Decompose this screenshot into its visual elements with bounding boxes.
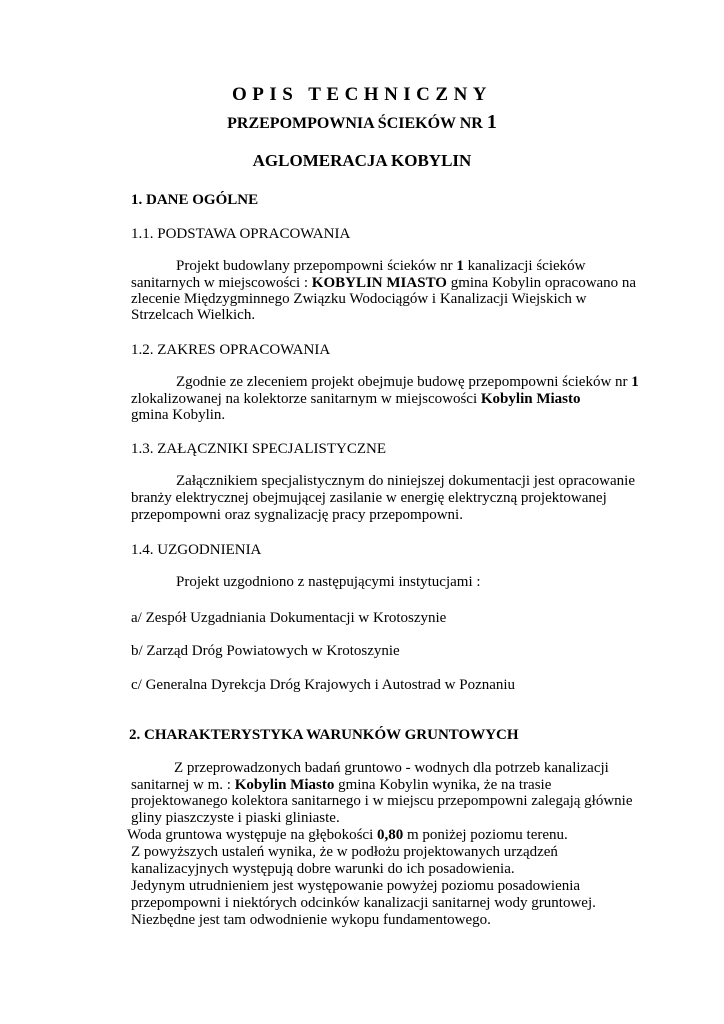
text-run: Projekt budowlany przepompowni ścieków nr	[176, 258, 457, 274]
section-1-1-line	[176, 257, 586, 275]
section-1-3-line: branży elektrycznej obejmującej zasilanie w energię elektryczną projektowanej	[131, 490, 607, 506]
text-run-bold: 1	[631, 374, 639, 390]
section-1-3-heading: 1.3. ZAŁĄCZNIKI SPECJALISTYCZNE	[131, 441, 386, 457]
section-2-line: Z przeprowadzonych badań gruntowo - wodnych dla potrzeb kanalizacji	[174, 760, 609, 776]
text-run-bold: 1	[456, 258, 464, 274]
text-run: sanitarnej w m. :	[131, 777, 235, 793]
section-1-1-line: zlecenie Międzygminnego Związku Wodociągów i Kanalizacji Wiejskich w	[131, 291, 587, 307]
text-run-bold: 0,80	[376, 827, 404, 843]
text-run: gmina Kobylin wynika, że na trasie	[334, 777, 552, 793]
section-2-line: Jedynym utrudnieniem jest występowanie powyżej poziomu posadowienia	[131, 878, 581, 894]
section-2-line: przepompowni i niektórych odcinków kanalizacji sanitarnej wody gruntowej.	[131, 895, 596, 911]
section-2-line	[127, 826, 568, 844]
document-title: OPIS TECHNICZNY	[231, 84, 493, 105]
subtitle-number: 1	[486, 111, 497, 133]
text-run: zlokalizowanej na kolektorze sanitarnym w miejscowości	[131, 391, 481, 407]
section-2-line: gliny piaszczyste i piaski gliniaste.	[131, 810, 340, 826]
section-2-line: kanalizacyjnych występują dobre warunki do ich posadowienia.	[131, 861, 515, 877]
section-1-4-heading: 1.4. UZGODNIENIA	[131, 542, 262, 558]
text-run-bold: Kobylin Miasto	[234, 777, 335, 793]
list-item: b/ Zarząd Dróg Powiatowych w Krotoszynie	[131, 643, 400, 659]
section-1-1-line: Strzelcach Wielkich.	[131, 307, 256, 323]
section-1-4-intro: Projekt uzgodniono z następującymi instytucjami :	[176, 574, 481, 590]
section-1-1-heading: 1.1. PODSTAWA OPRACOWANIA	[131, 226, 351, 242]
section-1-2-heading: 1.2. ZAKRES OPRACOWANIA	[131, 342, 331, 358]
section-2-heading: 2. CHARAKTERYSTYKA WARUNKÓW GRUNTOWYCH	[129, 727, 519, 743]
section-1-3-line: Załącznikiem specjalistycznym do niniejszej dokumentacji jest opracowanie	[176, 473, 636, 489]
section-1-heading: 1. DANE OGÓLNE	[131, 192, 259, 208]
section-2-line: Niezbędne jest tam odwodnienie wykopu fundamentowego.	[131, 912, 491, 928]
section-2-line: Z powyższych ustaleń wynika, że w podłożu projektowanych urządzeń	[131, 844, 558, 860]
text-run: kanalizacji ścieków	[463, 258, 586, 274]
section-1-2-line	[176, 373, 639, 391]
document-subtitle	[0, 113, 724, 133]
section-2-line: projektowanego kolektora sanitarnego i w miejscu przepompowni zalegają głównie	[131, 793, 633, 809]
aglomeracja-heading: AGLOMERACJA KOBYLIN	[252, 151, 472, 170]
section-1-3-line: przepompowni oraz sygnalizację pracy przepompowni.	[131, 507, 463, 523]
text-run-bold: KOBYLIN MIASTO	[311, 275, 447, 291]
text-run: Woda gruntowa występuje na głębokości	[127, 827, 377, 843]
section-1-2-line: gmina Kobylin.	[131, 407, 226, 423]
text-run: gmina Kobylin opracowano na	[446, 275, 637, 291]
text-run: sanitarnych w miejscowości :	[131, 275, 312, 291]
subtitle-text: PRZEPOMPOWNIA ŚCIEKÓW NR	[227, 115, 483, 132]
list-item: a/ Zespół Uzgadniania Dokumentacji w Krotoszynie	[131, 610, 447, 626]
text-run: Zgodnie ze zleceniem projekt obejmuje budowę przepompowni ścieków nr	[176, 374, 632, 390]
text-run-bold: Kobylin Miasto	[480, 391, 581, 407]
text-run: m poniżej poziomu terenu.	[403, 827, 568, 843]
list-item: c/ Generalna Dyrekcja Dróg Krajowych i Autostrad w Poznaniu	[131, 677, 516, 693]
